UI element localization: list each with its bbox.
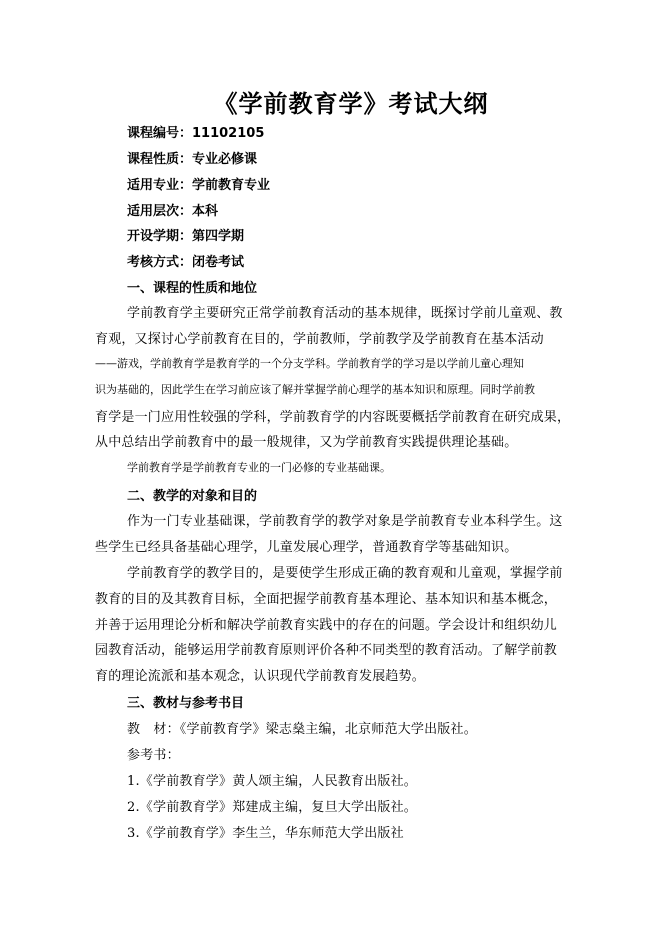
paragraph-line: 识为基础的，因此学生在学习前应该了解并掌握学前心理学的基本知识和原理。同时学前教 — [95, 383, 535, 396]
reference-item: 1.《学前教育学》黄人颂主编，人民教育出版社。 — [127, 774, 418, 789]
paragraph-line: 教育的目的及其教育目标，全面把握学前教育基本理论、基本知识和基本概念， — [95, 592, 558, 607]
textbook-line: 教 材：《学前教育学》梁志燊主编，北京师范大学出版社。 — [127, 722, 477, 737]
references-label: 参考书： — [127, 748, 180, 763]
course-code: 课程编号：11102105 — [127, 126, 265, 141]
paragraph-line: 从中总结出学前教育中的最一般规律，又为学前教育实践提供理论基础。 — [95, 435, 518, 450]
paragraph-line: 些学生已经具备基础心理学，儿童发展心理学，普通教育学等基础知识。 — [95, 540, 518, 555]
section-heading: 三、教材与参考书目 — [127, 696, 245, 711]
semester: 开设学期：第四学期 — [127, 229, 245, 244]
page-title: 《学前教育学》考试大纲 — [213, 90, 489, 118]
applicable-level: 适用层次：本科 — [127, 204, 219, 219]
course-nature: 课程性质：专业必修课 — [127, 152, 258, 167]
paragraph-line: 育观，又探讨心学前教育在目的，学前教师，学前教学及学前教育在基本活动 — [95, 332, 544, 347]
applicable-major: 适用专业：学前教育专业 — [127, 178, 271, 193]
paragraph-line: 学前教育学是学前教育专业的一门必修的专业基础课。 — [127, 461, 391, 474]
paragraph-line: 并善于运用理论分析和解决学前教育实践中的存在的问题。学会设计和组织幼儿 — [95, 618, 558, 633]
exam-method: 考核方式：闭卷考试 — [127, 255, 245, 270]
paragraph-line: 育学是一门应用性较强的学科，学前教育学的内容既要概括学前教育在研究成果， — [95, 410, 571, 425]
reference-item: 3.《学前教育学》李生兰，华东师范大学出版社 — [127, 826, 404, 841]
section-heading: 一、课程的性质和地位 — [127, 281, 258, 296]
paragraph-line: 作为一门专业基础课，学前教育学的教学对象是学前教育专业本科学生。这 — [127, 514, 563, 529]
paragraph-line: ——游戏，学前教育学是教育学的一个分支学科。学前教育学的学习是以学前儿童心理知 — [95, 357, 524, 370]
reference-item: 2.《学前教育学》郑建成主编，复旦大学出版社。 — [127, 800, 418, 815]
section-heading: 二、教学的对象和目的 — [127, 489, 258, 504]
paragraph-line: 学前教育学的教学目的，是要使学生形成正确的教育观和儿童观，掌握学前 — [127, 566, 563, 581]
paragraph-line: 学前教育学主要研究正常学前教育活动的基本规律，既探讨学前儿童观、教 — [127, 306, 563, 321]
paragraph-line: 育的理论流派和基本观念，认识现代学前教育发展趋势。 — [95, 669, 426, 684]
paragraph-line: 园教育活动，能够运用学前教育原则评价各种不同类型的教育活动。了解学前教 — [95, 643, 558, 658]
